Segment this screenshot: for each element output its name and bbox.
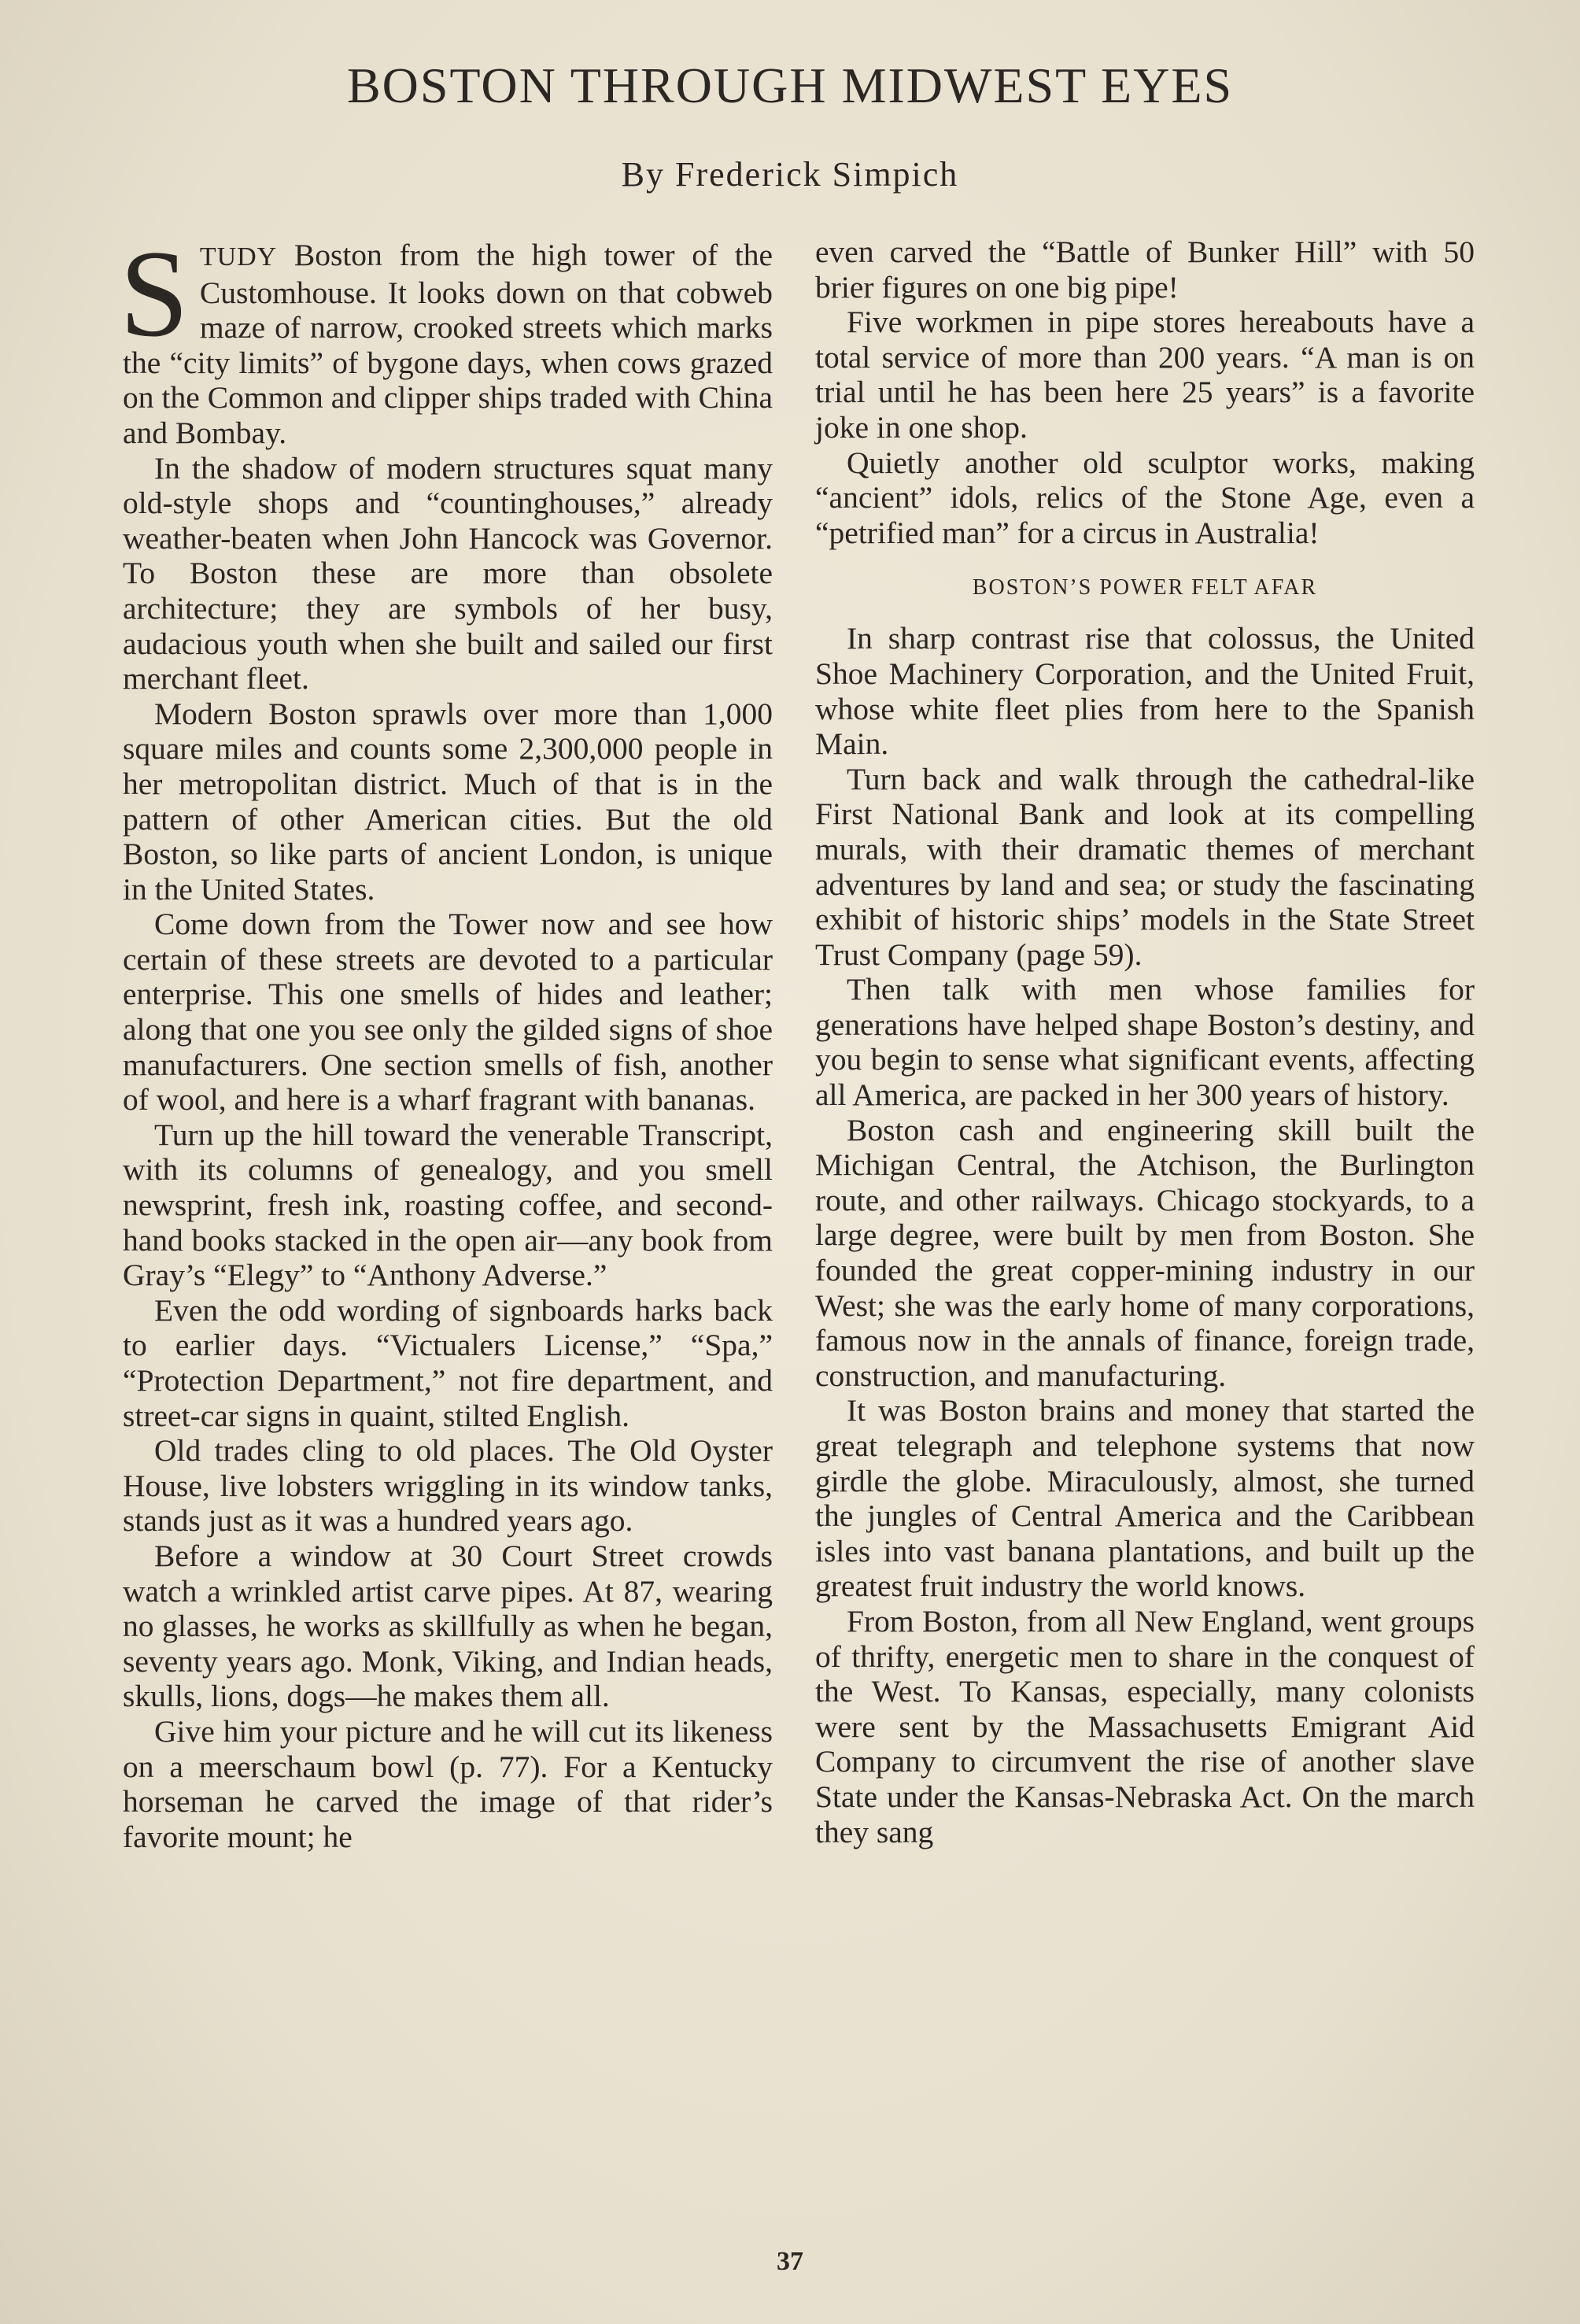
right-paragraph-9: From Boston, from all New England, went groups of thrifty, energetic men to share in the conquest of the West. To Kansas, especially, many colonists were sent by the Massachusetts Emigrant Aid Company to circumvent the rise of another slave State under the Kansas-Nebraska Act. On the march they sang (815, 1603, 1475, 1849)
right-column (815, 235, 1475, 1849)
left-paragraph-1-text: Boston from the high tower of the Customhouse. It looks down on that cobweb maze of narrow, crooked streets which marks the “city limits” of bygone days, when cows grazed on the Common and clipper ships traded with China and Bombay. (123, 238, 773, 450)
right-paragraph-3: Quietly another old sculptor works, making “ancient” idols, relics of the Stone Age, even a “petrified man” for a circus in Australia! (815, 445, 1475, 550)
article-byline (0, 154, 1580, 194)
left-paragraph-8: Before a window at 30 Court Street crowds watch a wrinkled artist carve pipes. At 87, wearing no glasses, he works as skillfully as when he began, seventy years ago. Monk, Viking, and Indian heads, skulls, lions, dogs—he makes them all. (123, 1538, 773, 1714)
lead-word: TUDY (199, 242, 278, 272)
left-paragraph-2: In the shadow of modern structures squat many old-style shops and “countinghouses,” already weather-beaten when John Hancock was Governor. To Boston these are more than obsolete architecture; they are symbols of her busy, audacious youth when she built and sailed our first merchant fleet. (123, 450, 773, 696)
left-paragraph-1 (120, 225, 773, 451)
right-paragraph-6: Then talk with men whose families for generations have helped shape Boston’s destiny, and you begin to sense what significant events, affecting all America, are packed in her 300 years of history. (815, 972, 1475, 1113)
left-paragraph-9: Give him your picture and he will cut its likeness on a meerschaum bowl (p. 77). For a Kentucky horseman he carved the image of that rider’s favorite mount; he (123, 1713, 773, 1854)
right-paragraph-2: Five workmen in pipe stores hereabouts have a total service of more than 200 years. “A man is on trial until he has been here 25 years” is a favorite joke in one shop. (815, 305, 1475, 445)
author-last-name: Simpich (832, 155, 959, 194)
author-first-name: Frederick (675, 155, 822, 194)
left-paragraph-5: Turn up the hill toward the venerable Transcript, with its columns of genealogy, and you smell newsprint, fresh ink, roasting coffee, and second-hand books stacked in the open air—any book from Gray’s “Elegy” to “Anthony Adverse.” (123, 1117, 773, 1293)
drop-cap: S (120, 225, 189, 363)
section-subhead: BOSTON’S POWER FELT AFAR (972, 575, 1318, 600)
page-number: 37 (777, 2247, 803, 2276)
right-paragraph-8: It was Boston brains and money that started the great telegraph and telephone systems that now girdle the globe. Miraculously, almost, she turned the jungles of Central America and the Caribbean isles into vast banana plantations, and built up the greatest fruit industry the world knows. (815, 1393, 1475, 1604)
byline-prefix: By (621, 155, 666, 194)
left-paragraph-6: Even the odd wording of signboards harks back to earlier days. “Victualers License,” “Spa,” “Protection Department,” not fire department, and street-car signs in quaint, stilted English. (123, 1292, 773, 1433)
right-paragraph-7: Boston cash and engineering skill built the Michigan Central, the Atchison, the Burlington route, and other railways. Chicago stockyards, to a large degree, were built by men from Boston. She founded the great copper-mining industry in our West; she was the early home of many corporations, famous now in the annals of finance, foreign trade, construction, and manufacturing. (815, 1112, 1475, 1393)
left-column (120, 225, 773, 1854)
right-paragraph-5: Turn back and walk through the cathedral-like First National Bank and look at its compelling murals, with their dramatic themes of merchant adventures by land and sea; or study the fascinating exhibit of historic ships’ models in the State Street Trust Company (page 59). (815, 761, 1475, 972)
right-paragraph-1: even carved the “Battle of Bunker Hill” with 50 brier figures on one big pipe! (815, 235, 1475, 305)
left-paragraph-3: Modern Boston sprawls over more than 1,000 square miles and counts some 2,300,000 people in her metropolitan district. Much of that is in the pattern of other American cities. But the old Boston, so like parts of ancient London, is unique in the United States. (123, 696, 773, 907)
left-paragraph-4: Come down from the Tower now and see how certain of these streets are devoted to a particular enterprise. This one smells of hides and leather; along that one you see only the gilded signs of shoe manufacturers. One section smells of fish, another of wool, and here is a wharf fragrant with bananas. (123, 907, 773, 1118)
left-paragraph-7: Old trades cling to old places. The Old Oyster House, live lobsters wriggling in its window tanks, stands just as it was a hundred years ago. (123, 1433, 773, 1539)
article-title: BOSTON THROUGH MIDWEST EYES (346, 57, 1234, 113)
right-paragraph-4: In sharp contrast rise that colossus, the United Shoe Machinery Corporation, and the United Fruit, whose white fleet plies from here to the Spanish Main. (815, 621, 1475, 762)
